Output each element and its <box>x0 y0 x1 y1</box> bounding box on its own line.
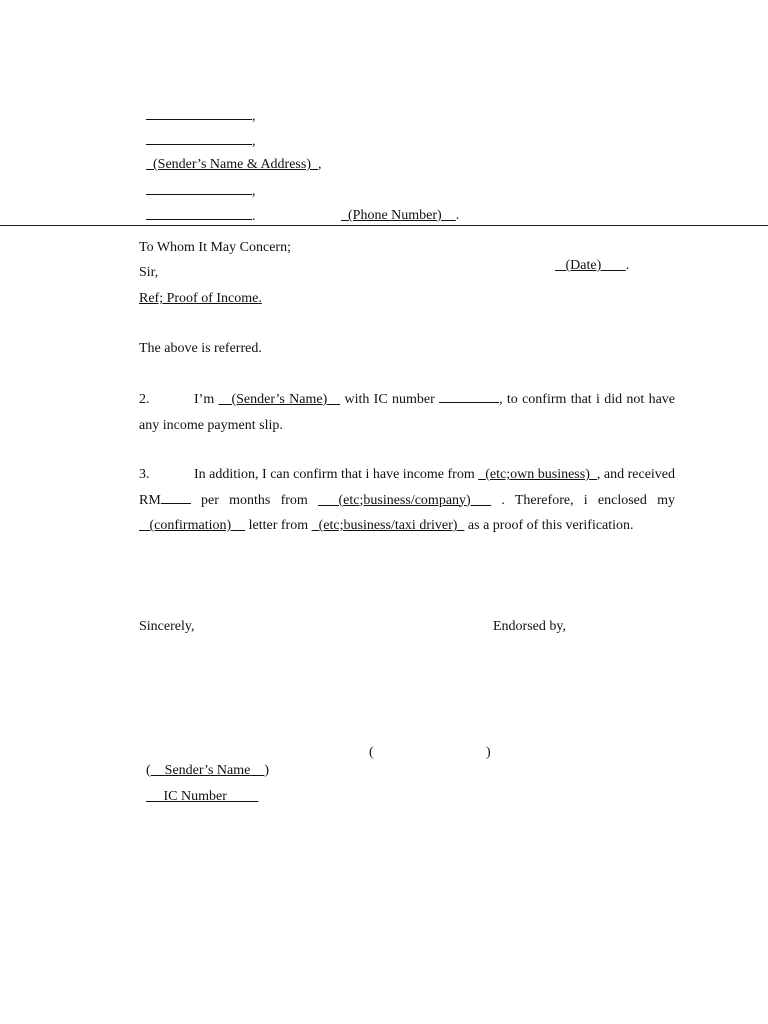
endorsed-by-line: Endorsed by, <box>493 619 566 634</box>
taxi-driver-placeholder <box>312 518 465 533</box>
paragraph-number: 3. <box>139 467 150 482</box>
sincerely-line: Sincerely, <box>139 619 195 634</box>
confirmation-placeholder <box>139 518 245 533</box>
comma: , <box>252 109 256 124</box>
reference-line: Ref; Proof of Income. <box>139 291 262 306</box>
signature-sender-text: Sender’s Name <box>164 763 251 778</box>
comma: , <box>318 157 322 172</box>
period: . <box>252 209 256 224</box>
paren-close: ) <box>264 763 270 778</box>
p2-text-b: with IC number <box>344 392 435 407</box>
endorser-paren-open: ( <box>369 745 374 760</box>
paragraph-3 <box>139 462 675 539</box>
address-line-5 <box>139 189 256 226</box>
p2-text-a: I’m <box>194 392 215 407</box>
comma: , <box>252 184 256 199</box>
comma: , <box>252 134 256 149</box>
period: . <box>455 208 460 223</box>
paragraph-2 <box>139 387 675 438</box>
phone-number-field <box>334 189 459 225</box>
sender-name-placeholder <box>219 392 341 407</box>
p3-text-f: as a proof of this verification. <box>467 518 634 533</box>
paren-open: ( <box>146 763 151 778</box>
p2-text-c: , to confirm that i did not have any income payment slip. <box>139 392 676 433</box>
phone-placeholder <box>341 208 456 223</box>
endorser-paren-close: ) <box>486 745 491 760</box>
phone-placeholder-text: (Phone Number) <box>348 208 442 223</box>
sir-line: Sir, <box>139 265 159 280</box>
ic-number-field <box>139 770 258 806</box>
p3-text-d: . Therefore, i enclosed my <box>501 492 676 508</box>
to-whom-line: To Whom It May Concern; <box>139 240 291 255</box>
sender-placeholder-text: (Sender’s Name & Address) <box>153 157 311 172</box>
company-placeholder <box>318 493 491 508</box>
date-placeholder <box>555 258 626 273</box>
taxi-driver-text: (etc;business/taxi driver) <box>318 518 458 533</box>
period: . <box>625 258 630 273</box>
p3-text-c: per months from <box>201 492 308 508</box>
date-field <box>548 239 629 275</box>
p3-text-e: letter from <box>248 518 309 533</box>
opening-line: The above is referred. <box>139 341 262 356</box>
company-text: (etc;business/company) <box>338 492 471 508</box>
ic-number-placeholder <box>146 789 258 804</box>
blank-line <box>146 207 252 220</box>
paragraph-number: 2. <box>139 392 150 407</box>
p3-text-b: , and received RM <box>139 467 676 508</box>
p2-sender-text: (Sender’s Name) <box>231 392 328 407</box>
own-business-text: (etc;own business) <box>485 467 590 482</box>
own-business-placeholder <box>478 467 597 482</box>
header-divider <box>0 225 768 226</box>
p3-text-a: In addition, I can confirm that i have income from <box>194 467 475 482</box>
ic-number-blank <box>439 390 499 403</box>
rm-amount-blank <box>161 491 191 504</box>
confirmation-text: (confirmation) <box>149 518 232 533</box>
date-placeholder-text: (Date) <box>565 258 602 273</box>
ic-number-text: IC Number <box>163 789 227 804</box>
